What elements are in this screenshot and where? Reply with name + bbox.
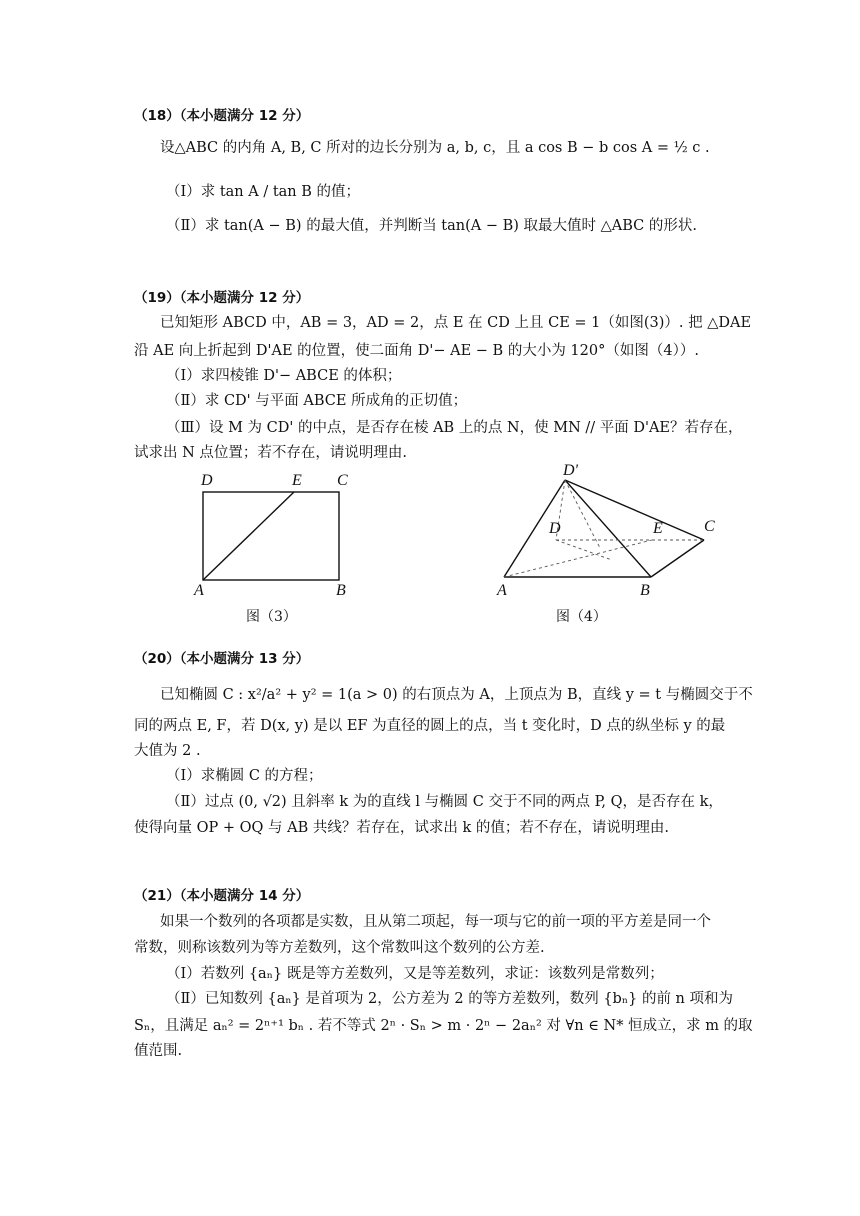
- fig4-label-E: E: [653, 520, 663, 537]
- fig4-label-C: C: [704, 518, 715, 535]
- q20-line-3: 大值为 2 .: [134, 743, 201, 759]
- q19-heading: （19）（本小题满分 12 分）: [134, 290, 310, 306]
- fig3-label-A: A: [194, 582, 204, 599]
- fig3-label-D: D: [201, 472, 213, 489]
- q19-line-1: 已知矩形 ABCD 中，AB = 3，AD = 2，点 E 在 CD 上且 CE = 1（如图(3)）. 把 △DAE: [160, 315, 752, 331]
- q21-heading: （21）（本小题满分 14 分）: [134, 888, 310, 904]
- q20-line-2: 同的两点 E, F，若 D(x, y) 是以 EF 为直径的圆上的点，当 t 变化时，D 点的纵坐标 y 的最: [134, 718, 726, 734]
- q19-line-2: 沿 AE 向上折起到 D'AE 的位置，使二面角 D'− AE − B 的大小为 120°（如图（4））.: [134, 343, 699, 359]
- q21-line-2: 常数，则称该数列为等方差数列，这个常数叫这个数列的公方差.: [134, 940, 545, 956]
- fig4-label-B: B: [640, 582, 650, 599]
- q19-part-3-cont: 试求出 N 点位置；若不存在，请说明理由.: [134, 445, 408, 461]
- fig3-rectangle: [203, 492, 339, 580]
- q21-part-2-cont: Sₙ，且满足 aₙ² = 2ⁿ⁺¹ bₙ . 若不等式 2ⁿ · Sₙ > m · 2ⁿ − 2aₙ² 对 ∀n ∈ N* 恒成立，求 m 的取: [134, 1018, 753, 1034]
- fig3-segment-AE: [203, 492, 294, 580]
- fig4-label-A: A: [497, 582, 507, 599]
- q21-part-2-end: 值范围.: [134, 1043, 183, 1059]
- q19-part-1: （Ⅰ）求四棱锥 D'− ABCE 的体积；: [166, 368, 402, 384]
- q18-part-1: （Ⅰ）求 tan A / tan B 的值；: [166, 184, 361, 200]
- q21-line-1: 如果一个数列的各项都是实数，且从第二项起，每一项与它的前一项的平方差是同一个: [160, 914, 711, 930]
- fig4-caption: 图（4）: [556, 609, 607, 625]
- q20-part-2-cont: 使得向量 OP + OQ 与 AB 共线？若存在，试求出 k 的值；若不存在，请说明理由.: [134, 820, 669, 836]
- q20-part-2: （Ⅱ）过点 (0, √2) 且斜率 k 为的直线 l 与椭圆 C 交于不同的两点 P, Q，是否存在 k，: [166, 794, 723, 810]
- fig4-label-D: D: [549, 520, 561, 537]
- fig3-label-B: B: [336, 582, 346, 599]
- q19-part-3: （Ⅲ）设 M 为 CD' 的中点，是否存在棱 AB 上的点 N，使 MN // 平面 D'AE？若存在，: [166, 420, 743, 436]
- q18-line-1: 设△ABC 的内角 A, B, C 所对的边长分别为 a, b, c，且 a cos B − b cos A = ½ c .: [160, 140, 710, 156]
- q21-part-1: （Ⅰ）若数列 {aₙ} 既是等方差数列，又是等差数列，求证：该数列是常数列；: [166, 966, 664, 982]
- q20-part-1: （Ⅰ）求椭圆 C 的方程；: [166, 768, 323, 784]
- fig4-solid-edges: [504, 480, 704, 577]
- q20-heading: （20）（本小题满分 13 分）: [134, 651, 310, 667]
- q19-part-2: （Ⅱ）求 CD' 与平面 ABCE 所成角的正切值；: [166, 393, 468, 409]
- q20-line-1: 已知椭圆 C : x²/a² + y² = 1(a > 0) 的右顶点为 A，上顶点为 B，直线 y = t 与椭圆交于不: [160, 687, 753, 703]
- q21-part-2: （Ⅱ）已知数列 {aₙ} 是首项为 2，公方差为 2 的等方差数列，数列 {bₙ} 的前 n 项和为: [166, 991, 733, 1007]
- q18-heading: （18）（本小题满分 12 分）: [134, 108, 310, 124]
- q18-part-2: （Ⅱ）求 tan(A − B) 的最大值，并判断当 tan(A − B) 取最大值时 △ABC 的形状.: [166, 218, 697, 234]
- fig3-label-E: E: [292, 472, 302, 489]
- fig3-label-C: C: [337, 472, 348, 489]
- fig4-label-Dprime: D': [563, 462, 578, 479]
- fig3-caption: 图（3）: [246, 609, 297, 625]
